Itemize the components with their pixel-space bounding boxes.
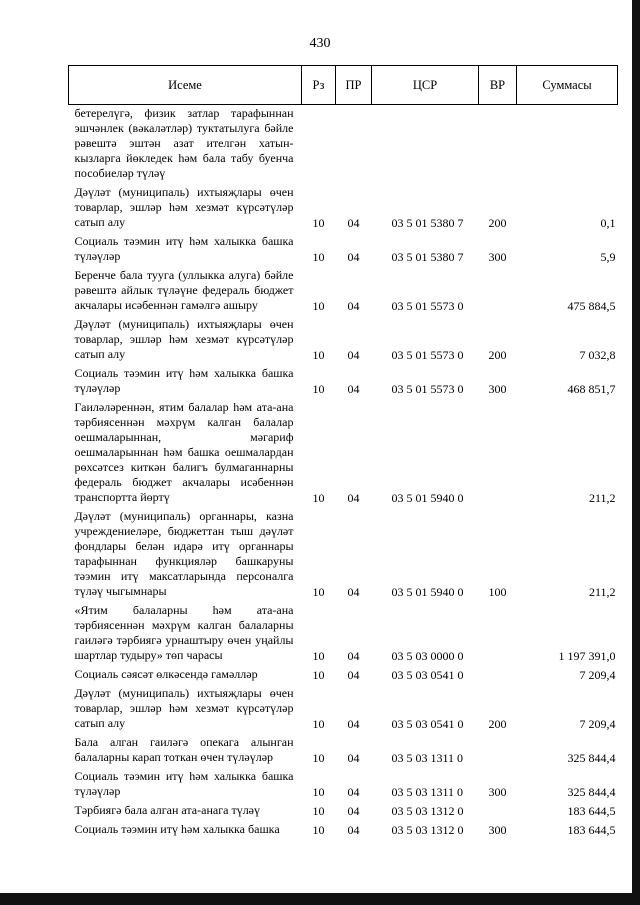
table-row (69, 397, 618, 506)
row-rz: 10 (312, 382, 325, 396)
row-pr: 04 (347, 216, 360, 230)
budget-table (68, 65, 618, 838)
row-rz: 10 (312, 250, 325, 264)
row-csr: 03 5 03 1312 0 (391, 804, 464, 818)
row-rz: 10 (312, 348, 325, 362)
row-name: Социаль тәэмин итү һәм халыкка башка түләүләр (74, 366, 294, 395)
row-pr: 04 (347, 585, 360, 599)
table-row (69, 600, 618, 664)
table-row (69, 265, 618, 314)
row-name: Гаиләләреннән, ятим балалар һәм ата-ана тәрбиясеннән мәхрүм калган балалар оешмаларыннан, мәгариф оешмаларыннан һәм башка оешмалардан рөхсәтсез киткән балигъ булмаганнарны федераль бюджет акчалары исәбеннән транспортта йөртү (74, 400, 294, 504)
header-row (69, 66, 618, 105)
row-rz: 10 (312, 585, 325, 599)
scan-edge-bottom (0, 893, 640, 905)
table-row (69, 231, 618, 265)
row-rz: 10 (312, 299, 325, 313)
row-sum: 183 644,5 (567, 804, 616, 818)
row-sum: 7 209,4 (579, 717, 616, 731)
row-vr (479, 265, 517, 314)
row-pr: 04 (347, 491, 360, 505)
row-csr: 03 5 03 1311 0 (391, 785, 464, 799)
row-sum: 325 844,4 (567, 751, 616, 765)
row-csr: 03 5 01 5573 0 (391, 382, 464, 396)
row-pr: 04 (347, 717, 360, 731)
row-pr: 04 (347, 785, 360, 799)
row-vr: 300 (488, 250, 507, 264)
row-name: Социаль тәэмин итү һәм халыкка башка түләүләр (74, 234, 294, 263)
row-rz (302, 105, 336, 183)
row-name: Дәүләт (муниципаль) ихтыяҗлары өчен товарлар, эшләр һәм хезмәт күрсәтүләр сатып алу (74, 686, 294, 730)
row-csr: 03 5 01 5940 0 (391, 491, 464, 505)
row-name: Бала алган гаиләгә опекага алынган балаларны карап тоткан өчен түләүләр (74, 735, 294, 764)
header-csr: ЦСР (372, 66, 479, 105)
row-vr (479, 800, 517, 819)
row-csr: 03 5 01 5573 0 (391, 348, 464, 362)
row-csr: 03 5 03 1312 0 (391, 823, 464, 837)
row-pr: 04 (347, 804, 360, 818)
header-pr: ПР (336, 66, 372, 105)
row-csr: 03 5 01 5940 0 (391, 585, 464, 599)
row-sum: 183 644,5 (567, 823, 616, 837)
row-pr: 04 (347, 751, 360, 765)
header-rz: Рз (302, 66, 336, 105)
row-vr: 200 (488, 348, 507, 362)
row-csr: 03 5 03 1311 0 (391, 751, 464, 765)
row-pr: 04 (347, 250, 360, 264)
row-name: Социаль тәэмин итү һәм халыкка башка (74, 822, 280, 836)
table-row (69, 819, 618, 838)
row-sum: 211,2 (588, 491, 616, 505)
row-vr: 200 (488, 216, 507, 230)
row-csr: 03 5 03 0541 0 (391, 668, 464, 682)
row-csr: 03 5 01 5380 7 (391, 216, 464, 230)
row-vr (479, 397, 517, 506)
row-vr: 300 (488, 785, 507, 799)
row-name: «Ятим балаларны һәм ата-ана тәрбиясеннән мәхрүм калган балаларны гаиләгә тәрбиягә урнаштыру өчен уңайлы шартлар тудыру» төп чарасы (74, 603, 294, 662)
row-name: Социаль сәясәт өлкәсендә гамәлләр (74, 667, 258, 681)
row-name: Дәүләт (муниципаль) органнары, казна учреждениеләре, бюджеттан тыш дәүләт фондлары белән идарә итү органнары тарафыннан функцияләр башкаруны тәэмин итү максатларында персоналга түләү чыгымнары (74, 509, 294, 598)
row-sum: 468 851,7 (567, 382, 616, 396)
row-name: Социаль тәэмин итү һәм халыкка башка түләүләр (74, 769, 294, 798)
row-vr (479, 664, 517, 683)
table-row (69, 314, 618, 363)
row-rz: 10 (312, 491, 325, 505)
row-name: Тәрбиягә бала алган ата-анага түләү (74, 803, 261, 817)
row-name: Дәүләт (муниципаль) ихтыяҗлары өчен товарлар, эшләр һәм хезмәт күрсәтүләр сатып алу (74, 185, 294, 229)
row-pr (336, 105, 372, 183)
row-sum (517, 105, 618, 183)
row-sum: 5,9 (600, 250, 616, 264)
row-csr: 03 5 03 0541 0 (391, 717, 464, 731)
row-pr: 04 (347, 299, 360, 313)
row-rz: 10 (312, 823, 325, 837)
row-rz: 10 (312, 804, 325, 818)
row-name: Беренче бала тууга (уллыкка алуга) бәйле рәвештә айлык түләүне федераль бюджет акчалары исәбеннән гамәлгә ашыру (74, 268, 294, 312)
table-row (69, 800, 618, 819)
row-name: Дәүләт (муниципаль) ихтыяҗлары өчен товарлар, эшләр һәм хезмәт күрсәтүләр сатып алу (74, 317, 294, 361)
row-pr: 04 (347, 382, 360, 396)
row-sum: 1 197 391,0 (558, 649, 616, 663)
row-vr: 300 (488, 382, 507, 396)
header-name: Исеме (69, 66, 302, 105)
page-number: 430 (309, 36, 331, 51)
row-rz: 10 (312, 668, 325, 682)
header-vr: ВР (479, 66, 517, 105)
row-csr: 03 5 01 5573 0 (391, 299, 464, 313)
row-pr: 04 (347, 649, 360, 663)
table-row (69, 732, 618, 766)
table-row (69, 182, 618, 231)
table-row (69, 664, 618, 683)
row-rz: 10 (312, 751, 325, 765)
row-vr (479, 732, 517, 766)
scan-edge-right (632, 0, 640, 905)
row-vr: 300 (488, 823, 507, 837)
row-csr (372, 105, 479, 183)
row-pr: 04 (347, 823, 360, 837)
row-name: бетерелүгә, физик затлар тарафыннан эшчәнлек (вәкаләтләр) туктатылуга бәйле рәвештә эштән азат ителгән хатын-кызларга йөкледек һәм бала табу буенча пособиеләр түләү (74, 106, 294, 180)
header-sum: Суммасы (517, 66, 618, 105)
row-sum: 211,2 (588, 585, 616, 599)
row-rz: 10 (312, 649, 325, 663)
row-csr: 03 5 01 5380 7 (391, 250, 464, 264)
table-body (69, 105, 618, 839)
table-row (69, 683, 618, 732)
row-sum: 7 032,8 (579, 348, 616, 362)
row-sum: 0,1 (600, 216, 616, 230)
row-pr: 04 (347, 668, 360, 682)
row-vr (479, 105, 517, 183)
row-rz: 10 (312, 785, 325, 799)
row-vr: 100 (488, 585, 507, 599)
row-vr: 200 (488, 717, 507, 731)
table-row (69, 105, 618, 183)
row-rz: 10 (312, 717, 325, 731)
row-sum: 7 209,4 (579, 668, 616, 682)
row-pr: 04 (347, 348, 360, 362)
row-sum: 325 844,4 (567, 785, 616, 799)
row-rz: 10 (312, 216, 325, 230)
row-vr (479, 600, 517, 664)
table-row (69, 363, 618, 397)
table-row (69, 766, 618, 800)
row-csr: 03 5 03 0000 0 (391, 649, 464, 663)
table-row (69, 506, 618, 600)
row-sum: 475 884,5 (567, 299, 616, 313)
